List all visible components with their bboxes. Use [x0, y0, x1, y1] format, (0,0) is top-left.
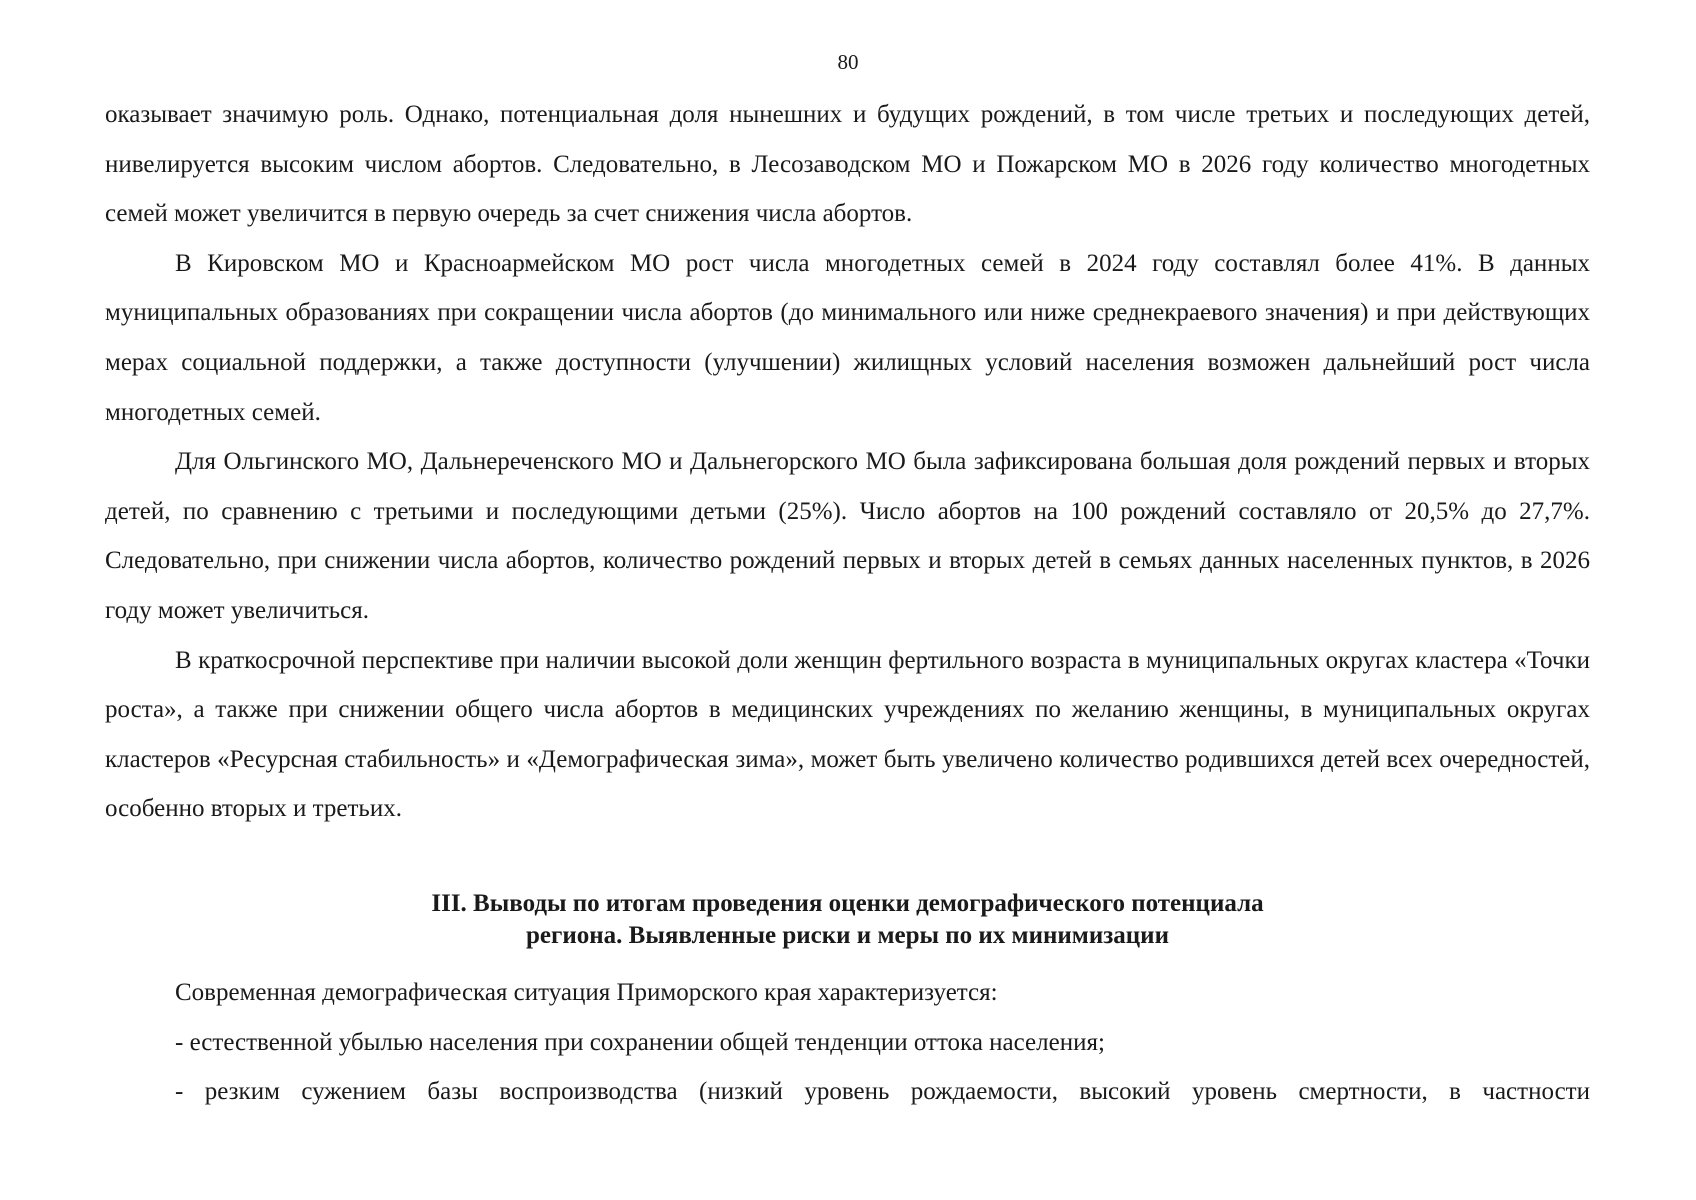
body-text: [105, 90, 1590, 834]
conclusions-text: [105, 968, 1590, 1117]
conclusions-intro: Современная демографическая ситуация Приморского края характеризуется:: [175, 979, 998, 1006]
paragraph-continuation: оказывает значимую роль. Однако, потенциальная доля нынешних и будущих рождений, в том числе третьих и последующих детей, нивелируется высоким числом абортов. Следовательно, в Лесозаводском МО и Пожарском МО в 2026 году количество многодетных семей может увеличится в первую очередь за счет снижения числа абортов.: [105, 101, 1590, 228]
paragraph-short-term: В краткосрочной перспективе при наличии высокой доли женщин фертильного возраста в муниципальных округах кластера «Точки роста», а также при снижении общего числа абортов в медицинских учреждениях по желанию женщины, в муниципальных округах кластеров «Ресурсная стабильность» и «Демографическая зима», может быть увеличено количество родившихся детей всех очередностей, особенно вторых и третьих.: [105, 646, 1590, 823]
section-heading: [105, 888, 1590, 952]
section-heading-line-1: III. Выводы по итогам проведения оценки демографического потенциала: [431, 890, 1264, 917]
paragraph-olginsky: Для Ольгинского МО, Дальнереченского МО и Дальнегорского МО была зафиксирована большая доля рождений первых и вторых детей, по сравнению с третьими и последующими детьми (25%). Число абортов на 100 рождений составляло от 20,5% до 27,7%. Следовательно, при снижении числа абортов, количество рождений первых и вторых детей в семьях данных населенных пунктов, в 2026 году может увеличиться.: [105, 448, 1590, 624]
page-number: 80: [837, 50, 859, 74]
paragraph-kirovsky: В Кировском МО и Красноармейском МО рост числа многодетных семей в 2024 году составлял более 41%. В данных муниципальных образованиях при сокращении числа абортов (до минимального или ниже среднекраевого значения) и при действующих мерах социальной поддержки, а также доступности (улучшении) жилищных условий населения возможен дальнейший рост числа многодетных семей.: [105, 249, 1590, 426]
conclusions-item-reproduction-base: - резким сужением базы воспроизводства (низкий уровень рождаемости, высокий уровень смертности, в частности: [175, 1078, 1590, 1106]
section-heading-line-2: региона. Выявленные риски и меры по их минимизации: [525, 922, 1169, 949]
conclusions-item-natural-decline: - естественной убылью населения при сохранении общей тенденции оттока населения;: [175, 1028, 1105, 1056]
